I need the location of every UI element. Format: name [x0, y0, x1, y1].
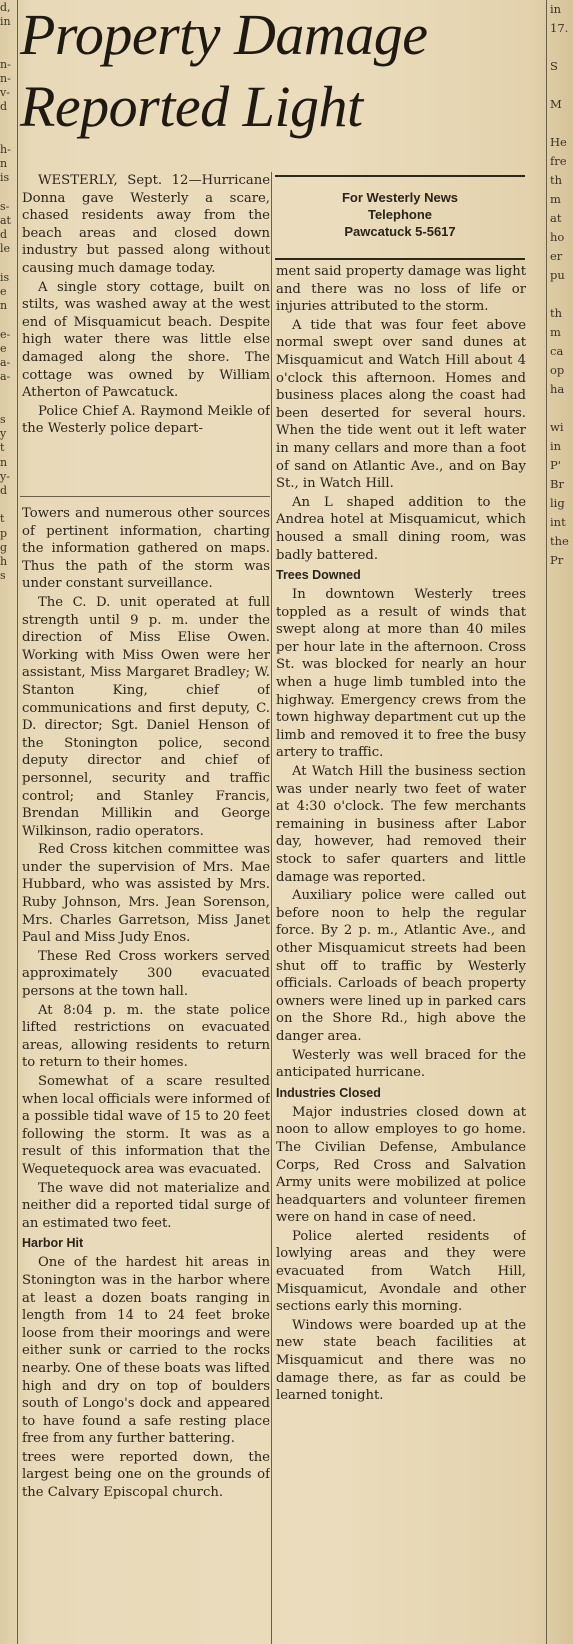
paragraph: A single story cottage, built on stilts, was washed away at the west end of Misquamicut beach. Despite high water there was little else damaged along the shore. The cottage was owned by William Atherton of Pawcatuck. [22, 279, 270, 401]
paragraph: At 8:04 p. m. the state police lifted restrictions on evacuated areas, allowing residents to return to return to their homes. [22, 1002, 270, 1071]
center-column-rule [271, 172, 272, 1644]
headline-line-2: Reported Light [20, 74, 363, 139]
paragraph: These Red Cross workers served approximately 300 evacuated persons at the town hall. [22, 948, 270, 1000]
paragraph: Westerly was well braced for the anticipated hurricane. [276, 1047, 526, 1081]
paragraph: One of the hardest hit areas in Stonington was in the harbor where at least a dozen boats ranging in length from 14 to 24 feet broke loose from their moorings and were either sunk or carried to the rocks nearby. One of these boats was lifted high and dry on top of boulders south of Longo's dock and appeared to have found a safe resting place free from any further battering. [22, 1255, 270, 1447]
paragraph: The wave did not materialize and neither did a reported tidal surge of an estimated two feet. [22, 1180, 270, 1231]
info-box-line-1: For Westerly News [341, 190, 459, 205]
right-column-rule [546, 0, 547, 1644]
info-box-line-2: Telephone [367, 207, 433, 222]
article-column-1-top [22, 172, 270, 490]
paragraph: trees were reported down, the largest being one on the grounds of the Calvary Episcopal church. [22, 1449, 270, 1501]
headline-line-1: Property Damage [20, 2, 428, 67]
paragraph: Somewhat of a scare resulted when local officials were informed of a possible tidal wave of 15 to 20 feet following the storm. It was as a result of this information that the Wequetequock area was evacuated. [22, 1074, 270, 1177]
paragraph: Police Chief A. Raymond Meikle of the Westerly police depart- [22, 403, 270, 437]
paragraph: Auxiliary police were called out before noon to help the regular force. By 2 p. m., Atlantic Ave., and other Misquamicut streets had been shut off to traffic by Westerly officials. Carloads of beach property owners were lined up in parked cars on the Shore Rd., high above the danger area. [276, 888, 526, 1044]
paragraph: An L shaped addition to the Andrea hotel at Misquamicut, which housed a small dining room, was badly battered. [276, 494, 526, 563]
adjacent-column-right-fragment: in 17. S M He fre th m at ho er pu th m ca op ha wi in P' Br lig int the Pr [550, 2, 569, 567]
paragraph: ment said property damage was light and there was no loss of life or injuries attributed to the storm. [276, 264, 526, 315]
adjacent-column-left-fragment: d, in n- n- v- d h- n is s- at d le is e n e- e a- a- s y t n y- d t p g h s [0, 1, 11, 583]
info-box-line-3: Pawcatuck 5-5617 [344, 224, 456, 239]
paragraph: The C. D. unit operated at full strength until 9 p. m. under the direction of Miss Elise Owen. Working with Miss Owen were her assistant, Miss Margaret Bradley; W. Stanton King, chief of communications and first deputy, C. D. director; Sgt. Daniel Henson of the Stonington police, second deputy director and chief of personnel, security and traffic control; and Stanley Francis, Brendan Millikin and George Wilkinson, radio operators. [22, 594, 270, 839]
paragraph: Red Cross kitchen committee was under the supervision of Mrs. Mae Hubbard, who was assisted by Mrs. Ruby Johnson, Mrs. Jean Sorenson, Mrs. Charles Garretson, Miss Janet Paul and Miss Judy Enos. [22, 842, 270, 946]
info-box-top-rule [275, 175, 525, 177]
paragraph: Windows were boarded up at the new state beach facilities at Misquamicut and there was no damage there, as far as could be learned tonight. [276, 1317, 526, 1404]
paragraph: A tide that was four feet above normal swept over sand dunes at Misquamicut and Watch Hill about 4 o'clock this afternoon. Homes and business places along the coast had been deserted for several hours. When the tide went out it left water in many cellars and more than a foot of sand on Atlantic Ave., and on Bay St., in Watch Hill. [276, 317, 526, 492]
paragraph: WESTERLY, Sept. 12—Hurricane Donna gave Westerly a scare, chased residents away from the beach areas and closed down industry but passed along without causing much damage today. [22, 173, 270, 276]
info-box [275, 181, 525, 251]
paragraph: At Watch Hill the business section was under nearly two feet of water at 4:30 o'clock. The few merchants remaining in business after Labor day, however, had removed their stock to safer quarters and little damage was reported. [276, 764, 526, 885]
subhead-harbor-hit: Harbor Hit [22, 1236, 84, 1251]
paragraph: Towers and numerous other sources of pertinent information, charting the information gathered on maps. Thus the path of the storm was under constant surveillance. [22, 506, 270, 592]
article-column-1-bottom [22, 505, 270, 1644]
info-box-bottom-rule [275, 258, 525, 260]
paragraph: Major industries closed down at noon to allow employes to go home. The Civilian Defense, Ambulance Corps, Red Cross and Salvation Army units were mobilized at police headquarters and volunteer firemen were on hand in case of need. [276, 1104, 526, 1226]
paragraph: In downtown Westerly trees toppled as a result of winds that swept along at more than 40 miles per hour late in the afternoon. Cross St. was blocked for nearly an hour when a huge limb tumbled into the highway. Emergency crews from the town highway department cut up the limb and removed it to free the busy artery to traffic. [276, 587, 526, 761]
column-1-break-rule [20, 496, 270, 497]
paragraph: Police alerted residents of lowlying areas and they were evacuated from Watch Hill, Misquamicut, Avondale and other sections early this morning. [276, 1228, 526, 1315]
subhead-industries-closed: Industries Closed [276, 1085, 381, 1100]
left-column-rule [17, 0, 18, 1644]
subhead-trees-downed: Trees Downed [276, 568, 361, 583]
article-column-2 [276, 263, 526, 1644]
